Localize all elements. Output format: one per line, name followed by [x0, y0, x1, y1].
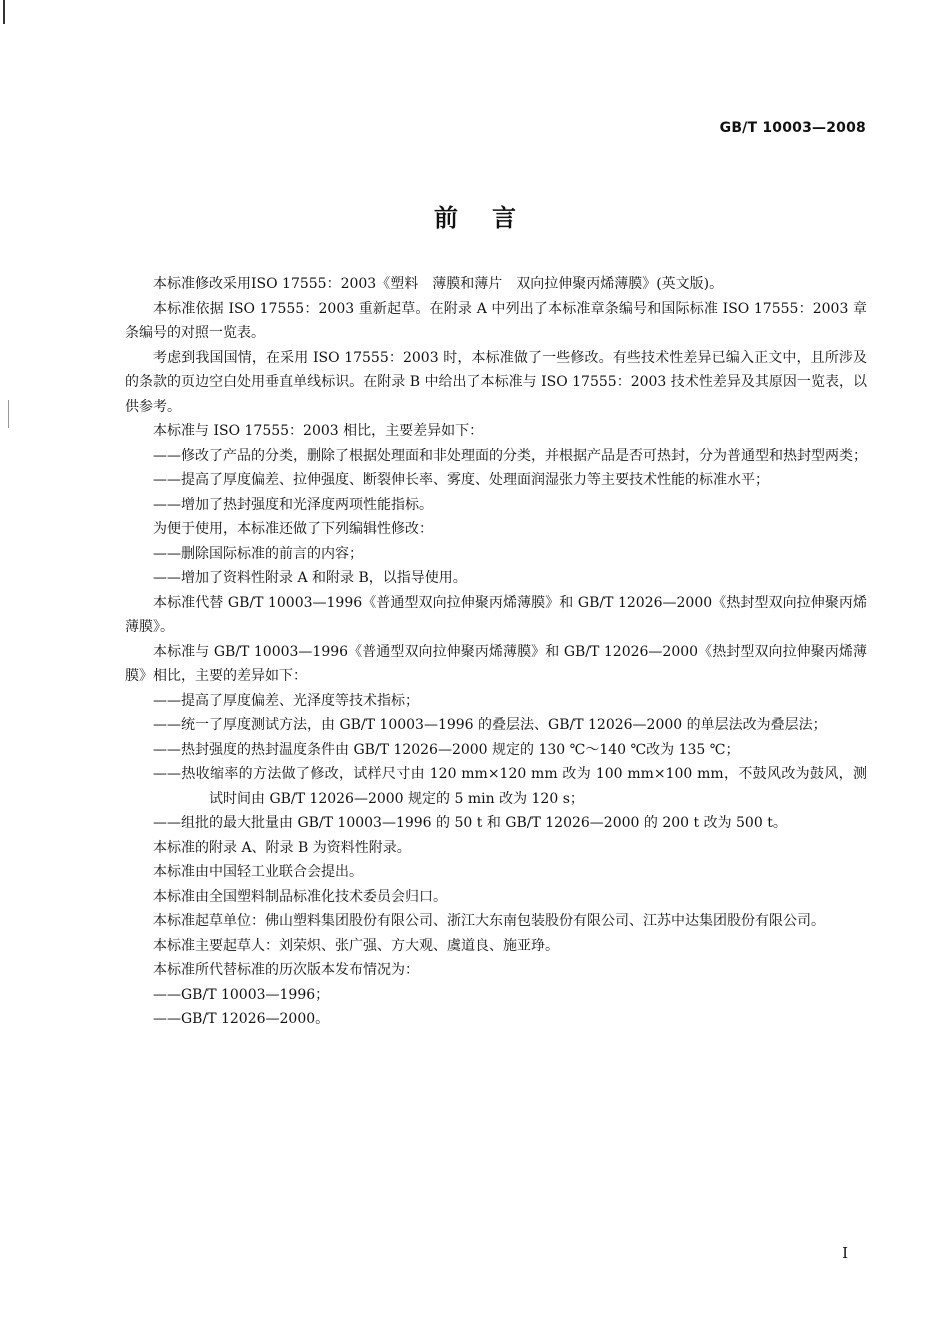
foreword-body [125, 272, 867, 1032]
paragraph: 本标准起草单位：佛山塑料集团股份有限公司、浙江大东南包装股份有限公司、江苏中达集团股份有限公司。 [153, 913, 825, 929]
list-item: ——热收缩率的方法做了修改，试样尺寸由 120 mm×120 mm 改为 100 mm×100 mm，不鼓风改为鼓风，测试时间由 GB/T 12026—2000 规定的 5 min 改为 120 s； [153, 766, 867, 807]
paragraph: 本标准由中国轻工业联合会提出。 [153, 864, 363, 880]
list-item: ——统一了厚度测试方法，由 GB/T 10003—1996 的叠层法、GB/T 12026—2000 的单层法改为叠层法； [153, 717, 827, 733]
paragraph: 本标准所代替标准的历次版本发布情况为： [153, 962, 419, 978]
list-item: ——热封强度的热封温度条件由 GB/T 12026—2000 规定的 130 ℃～140 ℃改为 135 ℃； [153, 741, 740, 758]
paragraph: 本标准与 GB/T 10003—1996《普通型双向拉伸聚丙烯薄膜》和 GB/T 12026—2000《热封型双向拉伸聚丙烯薄膜》相比，主要的差异如下： [125, 643, 867, 684]
list-item: ——提高了厚度偏差、拉伸强度、断裂伸长率、雾度、处理面润湿张力等主要技术性能的标准水平； [153, 472, 769, 488]
paragraph: 本标准与 ISO 17555：2003 相比，主要差异如下： [153, 423, 484, 439]
standard-code: GB/T 10003—2008 [719, 120, 866, 136]
paragraph: 考虑到我国国情，在采用 ISO 17555：2003 时，本标准做了一些修改。有些技术性差异已编入正文中，且所涉及的条款的页边空白处用垂直单线标识。在附录 B 中给出了本标准与 ISO 17555：2003 技术性差异及其原因一览表，以供参考。 [125, 349, 867, 415]
page-title: 前言 [434, 204, 550, 232]
list-item: ——提高了厚度偏差、光泽度等技术指标； [153, 692, 419, 709]
list-item: ——增加了热封强度和光泽度两项性能指标。 [153, 496, 433, 513]
paragraph: 本标准的附录 A、附录 B 为资料性附录。 [153, 839, 411, 856]
paragraph: 本标准代替 GB/T 10003—1996《普通型双向拉伸聚丙烯薄膜》和 GB/T 12026—2000《热封型双向拉伸聚丙烯薄膜》。 [125, 594, 867, 635]
list-item: ——组批的最大批量由 GB/T 10003—1996 的 50 t 和 GB/T 12026—2000 的 200 t 改为 500 t。 [153, 815, 787, 831]
paragraph: 本标准修改采用ISO 17555：2003《塑料 薄膜和薄片 双向拉伸聚丙烯薄膜》(英文版)。 [153, 276, 724, 292]
list-item: ——GB/T 12026—2000。 [153, 1011, 330, 1027]
scan-mark [8, 400, 9, 428]
list-item: ——删除国际标准的前言的内容； [153, 545, 363, 562]
list-item: ——GB/T 10003—1996； [153, 986, 330, 1003]
paragraph: 本标准依据 ISO 17555：2003 重新起草。在附录 A 中列出了本标准章条编号和国际标准 ISO 17555：2003 章条编号的对照一览表。 [125, 300, 867, 341]
list-item: ——修改了产品的分类，删除了根据处理面和非处理面的分类，并根据产品是否可热封，分为普通型和热封型两类； [153, 447, 867, 464]
paragraph: 本标准由全国塑料制品标准化技术委员会归口。 [153, 888, 447, 905]
scan-mark [3, 0, 5, 24]
paragraph: 本标准主要起草人：刘荣炽、张广强、方大观、虞道良、施亚琤。 [153, 937, 559, 954]
paragraph: 为便于使用，本标准还做了下列编辑性修改： [153, 521, 433, 537]
page-number: I [842, 1244, 848, 1262]
list-item: ——增加了资料性附录 A 和附录 B，以指导使用。 [153, 570, 467, 586]
